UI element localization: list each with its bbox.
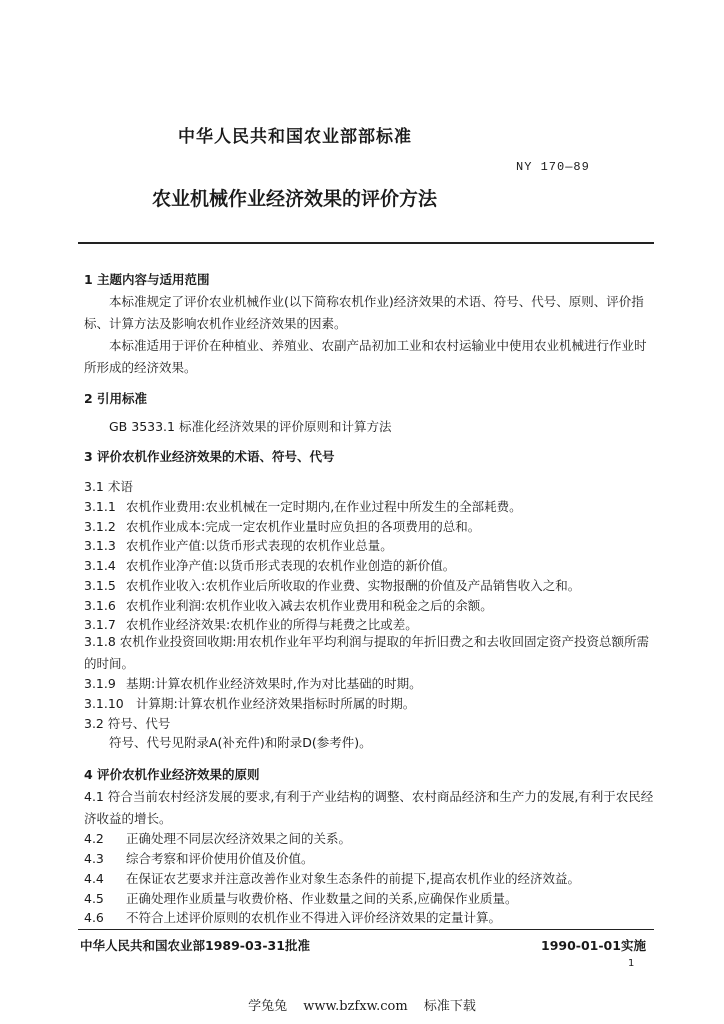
- item-text: 农机作业收入:农机作业后所收取的作业费、实物报酬的价值及产品销售收入之和。: [126, 578, 581, 593]
- section-1-paragraph-1: 本标准规定了评价农业机械作业(以下简称农机作业)经济效果的术语、符号、代号、原则、评价指标、计算方法及影响农机作业经济效果的因素。: [84, 294, 644, 331]
- issuer-title: 中华人民共和国农业部部标准: [178, 127, 412, 147]
- list-item: [84, 674, 422, 692]
- item-4-1: 4.1 符合当前农村经济发展的要求,有利于产业结构的调整、农村商品经济和生产力的发展,有利于农民经济收益的增长。: [84, 789, 654, 826]
- list-item: [84, 536, 393, 554]
- item-text: 正确处理不同层次经济效果之间的关系。: [126, 831, 352, 846]
- list-item: [84, 869, 580, 887]
- item-number: 3.1.5: [84, 578, 116, 593]
- approval-line: 中华人民共和国农业部1989-03-31批准: [80, 938, 310, 953]
- item-number: 4.2: [84, 831, 104, 846]
- footer-divider: [78, 929, 654, 930]
- subsection-3-2: 3.2 符号、代号: [84, 716, 171, 731]
- item-text: 农机作业利润:农机作业收入减去农机作业费用和税金之后的余额。: [126, 598, 493, 613]
- list-item: [84, 556, 455, 574]
- item-number: 4.3: [84, 851, 104, 866]
- page-number: 1: [628, 958, 635, 969]
- item-number: 3.1.3: [84, 538, 116, 553]
- item-text: 综合考察和评价使用价值及价值。: [126, 851, 314, 866]
- item-text: 农机作业经济效果:农机作业的所得与耗费之比或差。: [126, 617, 418, 632]
- standard-number: NY 170—89: [516, 160, 590, 174]
- item-text: 计算期:计算农机作业经济效果指标时所属的时期。: [136, 696, 416, 711]
- item-number: 4.4: [84, 871, 104, 886]
- item-number: 3.1.6: [84, 598, 116, 613]
- document-title: 农业机械作业经济效果的评价方法: [152, 188, 438, 210]
- list-item: [84, 694, 415, 712]
- item-text: 基期:计算农机作业经济效果时,作为对比基础的时期。: [126, 676, 422, 691]
- list-item: [84, 849, 314, 867]
- subsection-3-1: 3.1 术语: [84, 479, 133, 494]
- item-number: 3.1.9: [84, 676, 116, 691]
- section-1-paragraph-2: 本标准适用于评价在种植业、养殖业、农副产品初加工业和农村运输业中使用农业机械进行作业时所形成的经济效果。: [84, 338, 647, 375]
- title-divider: [78, 242, 654, 244]
- list-item: [84, 517, 480, 535]
- reference-standard: GB 3533.1 标准化经济效果的评价原则和计算方法: [109, 419, 392, 434]
- list-item: [84, 889, 517, 907]
- item-text: 农机作业成本:完成一定农机作业量时应负担的各项费用的总和。: [126, 519, 481, 534]
- item-number: 4.6: [84, 910, 104, 925]
- item-text: 农机作业费用:农业机械在一定时期内,在作业过程中所发生的全部耗费。: [126, 499, 522, 514]
- list-item: [84, 576, 580, 594]
- effective-date: 1990-01-01实施: [541, 938, 646, 953]
- section-2-heading: 2 引用标准: [84, 391, 148, 406]
- list-item: [84, 908, 501, 926]
- section-4-heading: 4 评价农机作业经济效果的原则: [84, 767, 260, 782]
- watermark-site-name: 学兔兔: [248, 999, 288, 1014]
- list-item: [84, 829, 351, 847]
- item-text: 在保证农艺要求并注意改善作业对象生态条件的前提下,提高农机作业的经济效益。: [126, 871, 580, 886]
- section-3-heading: 3 评价农机作业经济效果的术语、符号、代号: [84, 449, 335, 464]
- item-number: 3.1.1: [84, 499, 116, 514]
- item-number: 3.1.4: [84, 558, 116, 573]
- item-text: 农机作业产值:以货币形式表现的农机作业总量。: [126, 538, 393, 553]
- item-3-1-8: 3.1.8 农机作业投资回收期:用农机作业年平均利润与提取的年折旧费之和去收回固定资产投资总额所需的时间。: [84, 634, 649, 671]
- list-item: [84, 497, 522, 515]
- item-text: 正确处理作业质量与收费价格、作业数量之间的关系,应确保作业质量。: [126, 891, 518, 906]
- watermark: [0, 995, 724, 1014]
- item-number: 3.1.7: [84, 617, 116, 632]
- watermark-url[interactable]: www.bzfxw.com: [303, 999, 408, 1014]
- item-number: 3.1.2: [84, 519, 116, 534]
- list-item: [84, 596, 493, 614]
- item-number: 3.1.10: [84, 696, 124, 711]
- item-text: 不符合上述评价原则的农机作业不得进入评价经济效果的定量计算。: [126, 910, 502, 925]
- watermark-slogan: 标准下载: [423, 999, 476, 1014]
- item-text: 农机作业净产值:以货币形式表现的农机作业创造的新价值。: [126, 558, 456, 573]
- section-1-heading: 1 主题内容与适用范围: [84, 272, 210, 287]
- subsection-3-2-text: 符号、代号见附录A(补充件)和附录D(参考件)。: [109, 735, 372, 750]
- item-number: 4.5: [84, 891, 104, 906]
